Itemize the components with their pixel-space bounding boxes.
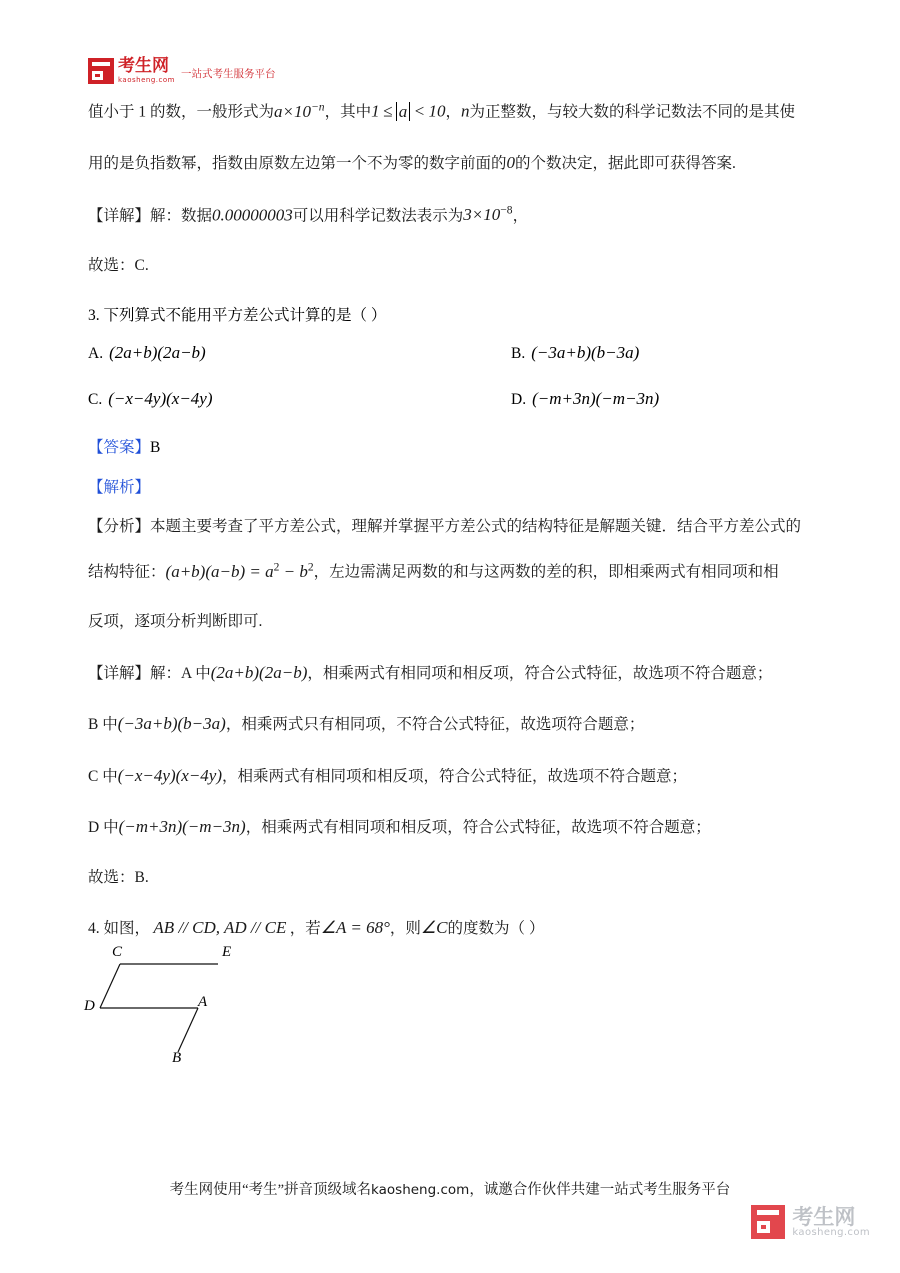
answer-value: B [150,439,161,457]
detail-a-expression: (2a+b)(2a−b) [210,662,308,682]
analysis-text-2b: ，左边需满足两数的和与这两数的差的积，即相乘两式有相同项和相 [313,563,779,581]
option-a[interactable] [88,343,453,363]
q4-suffix: 的度数为（ ） [447,919,545,937]
detail-a-text: ，相乘两式有相同项和相反项，符合公式特征，故选项不符合题意； [307,664,773,682]
option-c-expression: (−x−4y)(x−4y) [108,389,213,409]
figure-label-a: A [198,994,208,1011]
detail-line-a [88,660,818,686]
detail-d-expression: (−m+3n)(−m−3n) [118,817,246,837]
figure-label-c: C [112,944,123,961]
option-b-label: B. [511,345,526,363]
option-d[interactable] [453,389,818,409]
figure-label-e: E [222,944,232,961]
detail-line-b [88,711,818,737]
detail-c-expression: (−x−4y)(x−4y) [117,765,223,785]
q4-prefix: 4. 如图， [88,919,151,937]
para1-math-1: $a\times 10^{-n}$ [274,100,325,121]
para3-mid: 可以用科学记数法表示为 [292,207,464,225]
q4-mid2: ，则 [389,919,421,937]
detail-c-text: ，相乘两式有相同项和相反项，符合公式特征，故选项不符合题意； [222,767,688,785]
option-a-label: A. [88,345,104,363]
watermark-main-text: 考生网 [792,1204,856,1229]
detail-label: 【详解】解：A 中 [88,664,211,682]
para1-part-d: 为正整数，与较大数的科学记数法不同的是其使 [469,103,796,121]
watermark-text [792,1206,870,1239]
footer-text-after: ，诚邀合作伙伴共建一站式考生服务平台 [469,1182,731,1198]
logo-mark-icon [88,58,114,84]
para1-part-c: ， [445,103,462,121]
watermark-sub-text: kaosheng.com [792,1226,870,1238]
para3-answer: $3\times 10^{-8}$ [463,203,513,225]
para1-math-2: 1 ≤ a < 10 [371,101,446,121]
detail-c-label: C 中 [88,767,118,785]
paragraph-4-conclusion: 故选：C. [88,256,149,274]
para2-part-b: 的个数决定，据此即可获得答案. [515,155,736,173]
footer-text-before: 考生网使用“考生”拼音顶级域名 [169,1182,372,1198]
detail-d-text: ，相乘两式有相同项和相反项，符合公式特征，故选项不符合题意； [245,819,711,837]
footer-watermark [751,1205,870,1239]
option-b-expression: (−3a+b)(b−3a) [531,343,640,363]
detail-line-c [88,763,818,789]
detail-b-text: ，相乘两式只有相同项，不符合公式特征，故选项符合题意； [225,716,645,734]
para3-label: 【详解】解：数据 [88,207,213,225]
watermark-mark-icon [751,1205,785,1239]
logo-sub-text: kaosheng.com [118,76,175,84]
paragraph-3-detail [88,202,818,228]
para2-part-a: 用的是负指数幂，指数由原数左边第一个不为零的数字前面的 [88,155,507,173]
question-3-conclusion: 故选：B. [88,868,149,886]
option-d-expression: (−m+3n)(−m−3n) [532,389,660,409]
paragraph-1 [88,98,818,124]
question-4-stem [88,915,818,941]
footer-domain: kaosheng.com [371,1182,470,1198]
option-c-label: C. [88,391,103,409]
analysis-formula: $(a+b)(a-b) = a^2 - b^2$ [165,560,314,581]
figure-svg [98,950,328,1075]
figure-label-b: B [172,1050,182,1067]
q4-mid: ，若 [289,919,321,937]
option-b[interactable] [453,343,818,363]
analysis-head: 【分析】 [88,518,151,536]
logo-text [118,58,175,84]
figure-label-d: D [84,998,95,1015]
para3-number: 0.00000003 [212,205,293,225]
analysis-text-1: 本题主要考查了平方差公式，理解并掌握平方差公式的结构特征是解题关键．结合平方差公式的 [150,518,802,536]
analysis-paragraph-2 [88,558,818,584]
option-d-label: D. [511,391,527,409]
question-4-figure [84,944,328,1075]
page-footer [0,1178,900,1199]
detail-b-expression: (−3a+b)(b−3a) [117,714,226,734]
answer-line [88,435,818,457]
analysis-label: 【解析】 [88,479,151,497]
option-a-expression: (2a+b)(2a−b) [109,343,206,363]
detail-line-d [88,814,818,840]
answer-label: 【答案】 [88,439,151,457]
paragraph-2 [88,150,818,176]
analysis-paragraph-1 [88,515,818,538]
document-content [84,50,818,1075]
question-3-options [88,343,818,409]
question-3-stem: 3. 下列算式不能用平方差公式计算的是（ ） [88,307,387,325]
para1-math-3: n [461,101,470,121]
para3-end: ， [512,207,529,225]
para1-part-b: ，其中 [324,103,372,121]
q4-angle-a: ∠A = 68° [320,917,390,937]
site-logo [88,50,818,84]
logo-slogan: 一站式考生服务平台 [180,68,276,80]
option-c[interactable] [88,389,453,409]
analysis-paragraph-3: 反项，逐项分析判断即可. [88,613,263,631]
detail-b-label: B 中 [88,716,118,734]
para2-zero: 0 [506,153,516,173]
q4-angle-c: ∠C [420,917,448,937]
detail-d-label: D 中 [88,819,119,837]
q4-given: AB // CD, AD // CE [153,917,287,937]
analysis-text-2a: 结构特征： [88,563,166,581]
para1-part-a: 值小于 1 的数，一般形式为 [88,103,275,121]
logo-main-text: 考生网 [118,56,169,76]
